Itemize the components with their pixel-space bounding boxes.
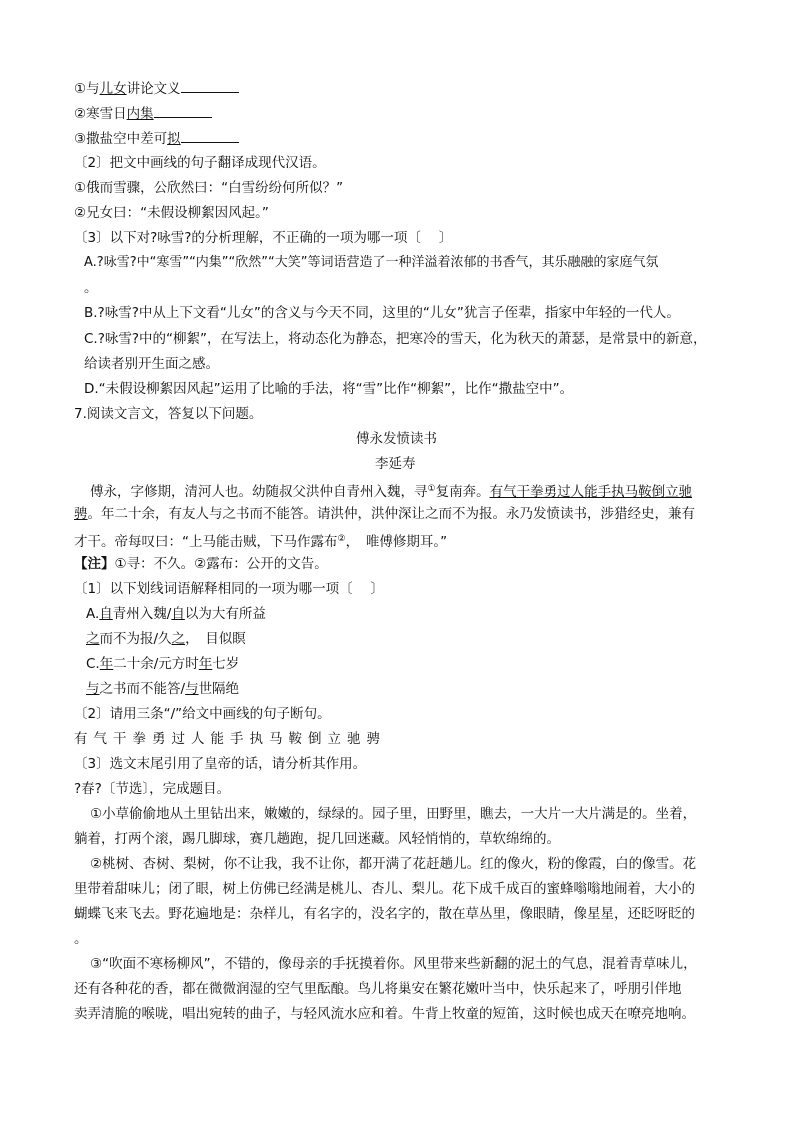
answer-blank[interactable] bbox=[181, 129, 239, 143]
option-a-line-1: A.?咏雪?中“寒雪”“内集”“欣然”“大笑”等词语营造了一种洋溢着浓郁的书香气，其乐融融的家庭气氛 bbox=[84, 255, 659, 270]
q8-para1-line-2: 躺着，打两个滚，踢几脚球，赛几趟跑，捉几回迷藏。风轻悄悄的，草软绵绵的。 bbox=[74, 831, 560, 847]
q7-option-b: 之而不为报/久之， 目似瞑 bbox=[86, 631, 246, 647]
item-text: 撒盐空中差可 bbox=[86, 131, 168, 147]
q7-option-a: A.自青州入魏/自以为大有所益 bbox=[86, 606, 266, 622]
note-label: 【注】 bbox=[74, 556, 115, 572]
passage-line-2: 骋。年二十余，有友人与之书而不能答。请洪仲，洪仲深让之而不为报。永乃发愤读书，涉猎经史，兼有 bbox=[74, 506, 695, 522]
q6-sub2-prompt: 〔2〕把文中画线的句子翻译成现代汉语。 bbox=[74, 155, 326, 171]
answer-blank[interactable] bbox=[181, 79, 239, 93]
option-b: B.?咏雪?中从上下文看“儿女”的含义与今天不同，这里的“儿女”犹言子侄辈，指家中年轻的一代人。 bbox=[84, 305, 680, 321]
q7-sub1-prompt: 〔1〕以下划线词语解释相同的一项为哪一项〔 〕 bbox=[74, 581, 384, 597]
passage-line-3: 才干。帝每叹曰：“上马能击贼，下马作露布②， 唯傅修期耳。” bbox=[74, 534, 448, 550]
item-number: ② bbox=[74, 106, 87, 122]
footnote-marker: ① bbox=[427, 484, 436, 494]
answer-blank[interactable] bbox=[154, 104, 212, 118]
q7-option-d: 与之书而不能答/与世隔绝 bbox=[86, 681, 240, 697]
item-text: 寒雪日 bbox=[86, 106, 127, 122]
q8-para3-line-2: 还有各种花的香，都在微微润湿的空气里酝酿。鸟儿将巢安在繁花嫩叶当中，快乐起来了，呼朋引伴地 bbox=[74, 981, 682, 997]
passage-author: 李延寿 bbox=[375, 456, 416, 472]
passage-title: 傅永发愤读书 bbox=[356, 431, 437, 447]
underlined-sentence: 骋 bbox=[74, 506, 88, 522]
q8-para2-line-2: 里带着甜味儿；闭了眼，树上仿佛已经满是桃儿、杏儿、梨儿。花下成千成百的蜜蜂嗡嗡地闹着，大小的 bbox=[74, 881, 695, 897]
option-c-line-1: C.?咏雪?中的“柳絮”，在写法上，将动态化为静态，把寒冷的雪天，化为秋天的萧瑟，是常景中的新意， bbox=[84, 331, 707, 347]
q8-heading: ?春?〔节选〕，完成题目。 bbox=[74, 781, 231, 797]
q8-para2-line-1: ②桃树、杏树、梨树，你不让我，我不让你，都开满了花赶趟儿。红的像火，粉的像霞，白的像雪。花 bbox=[90, 856, 697, 872]
item-number: ① bbox=[74, 81, 87, 97]
underlined-word: 内集 bbox=[126, 106, 154, 122]
q6-item-1 bbox=[74, 79, 239, 98]
item-number: ③ bbox=[74, 131, 87, 147]
q8-para2-line-4: 。 bbox=[74, 931, 88, 947]
q7-option-c: C.年二十余/元方时年七岁 bbox=[86, 656, 240, 672]
option-a-line-2: 。 bbox=[84, 280, 98, 296]
q7-heading: 7.阅读文言文，答复以下问题。 bbox=[74, 406, 263, 422]
q6-sub3-prompt: 〔3〕以下对?咏雪?的分析理解，不正确的一项为哪一项〔 〕 bbox=[74, 230, 453, 246]
note bbox=[74, 555, 328, 573]
footnote-marker: ② bbox=[337, 534, 346, 544]
q7-sub2-prompt: 〔2〕请用三条“/”给文中画线的句子断句。 bbox=[74, 706, 331, 722]
q8-para1-line-1: ①小草偷偷地从土里钻出来，嫩嫩的，绿绿的。园子里，田野里，瞧去，一大片一大片满是的。坐着， bbox=[90, 806, 697, 822]
q8-para3-line-3: 卖弄清脆的喉咙，唱出宛转的曲子，与轻风流水应和着。牛背上牧童的短笛，这时候也成天在嘹亮地响。 bbox=[74, 1006, 695, 1022]
option-c-line-2: 给读者别开生面之感。 bbox=[84, 356, 219, 372]
q6-sub2-sentence-2: ②兄女曰：“未假设柳絮因风起。” bbox=[74, 205, 269, 221]
q7-sub2-text: 有气干拳勇过人能手执马鞍倒立驰骋 bbox=[74, 731, 386, 747]
q7-sub3-prompt: 〔3〕选文末尾引用了皇帝的话，请分析其作用。 bbox=[74, 756, 367, 772]
q8-para2-line-3: 蝴蝶飞来飞去。野花遍地是：杂样儿，有名字的，没名字的，散在草丛里，像眼睛，像星星，还眨呀眨的 bbox=[74, 906, 695, 922]
passage-line-1: 傅永，字修期，清河人也。幼随叔父洪仲自青州入魏，寻①复南奔。有气干拳勇过人能手执马鞍倒立驰 bbox=[90, 484, 693, 500]
underlined-word: 儿女 bbox=[99, 81, 127, 97]
item-text: 讲论文义 bbox=[126, 81, 181, 97]
q8-para3-line-1: ③“吹面不寒杨柳风”，不错的，像母亲的手抚摸着你。风里带来些新翻的泥土的气息，混着青草味儿， bbox=[90, 956, 697, 972]
q6-item-2 bbox=[74, 104, 212, 123]
underlined-sentence: 有气干拳勇过人能手执马鞍倒立驰 bbox=[489, 484, 693, 500]
item-text: 与 bbox=[86, 81, 100, 97]
q6-sub2-sentence-1: ①俄而雪骤，公欣然曰：“白雪纷纷何所似？” bbox=[74, 180, 344, 196]
note-text: ①寻：不久。②露布：公开的文告。 bbox=[114, 556, 328, 572]
underlined-word: 拟 bbox=[167, 131, 181, 147]
option-d: D.“未假设柳絮因风起”运用了比喻的手法，将“雪”比作“柳絮”，比作“撒盐空中”。 bbox=[84, 381, 574, 397]
q6-item-3 bbox=[74, 129, 239, 148]
